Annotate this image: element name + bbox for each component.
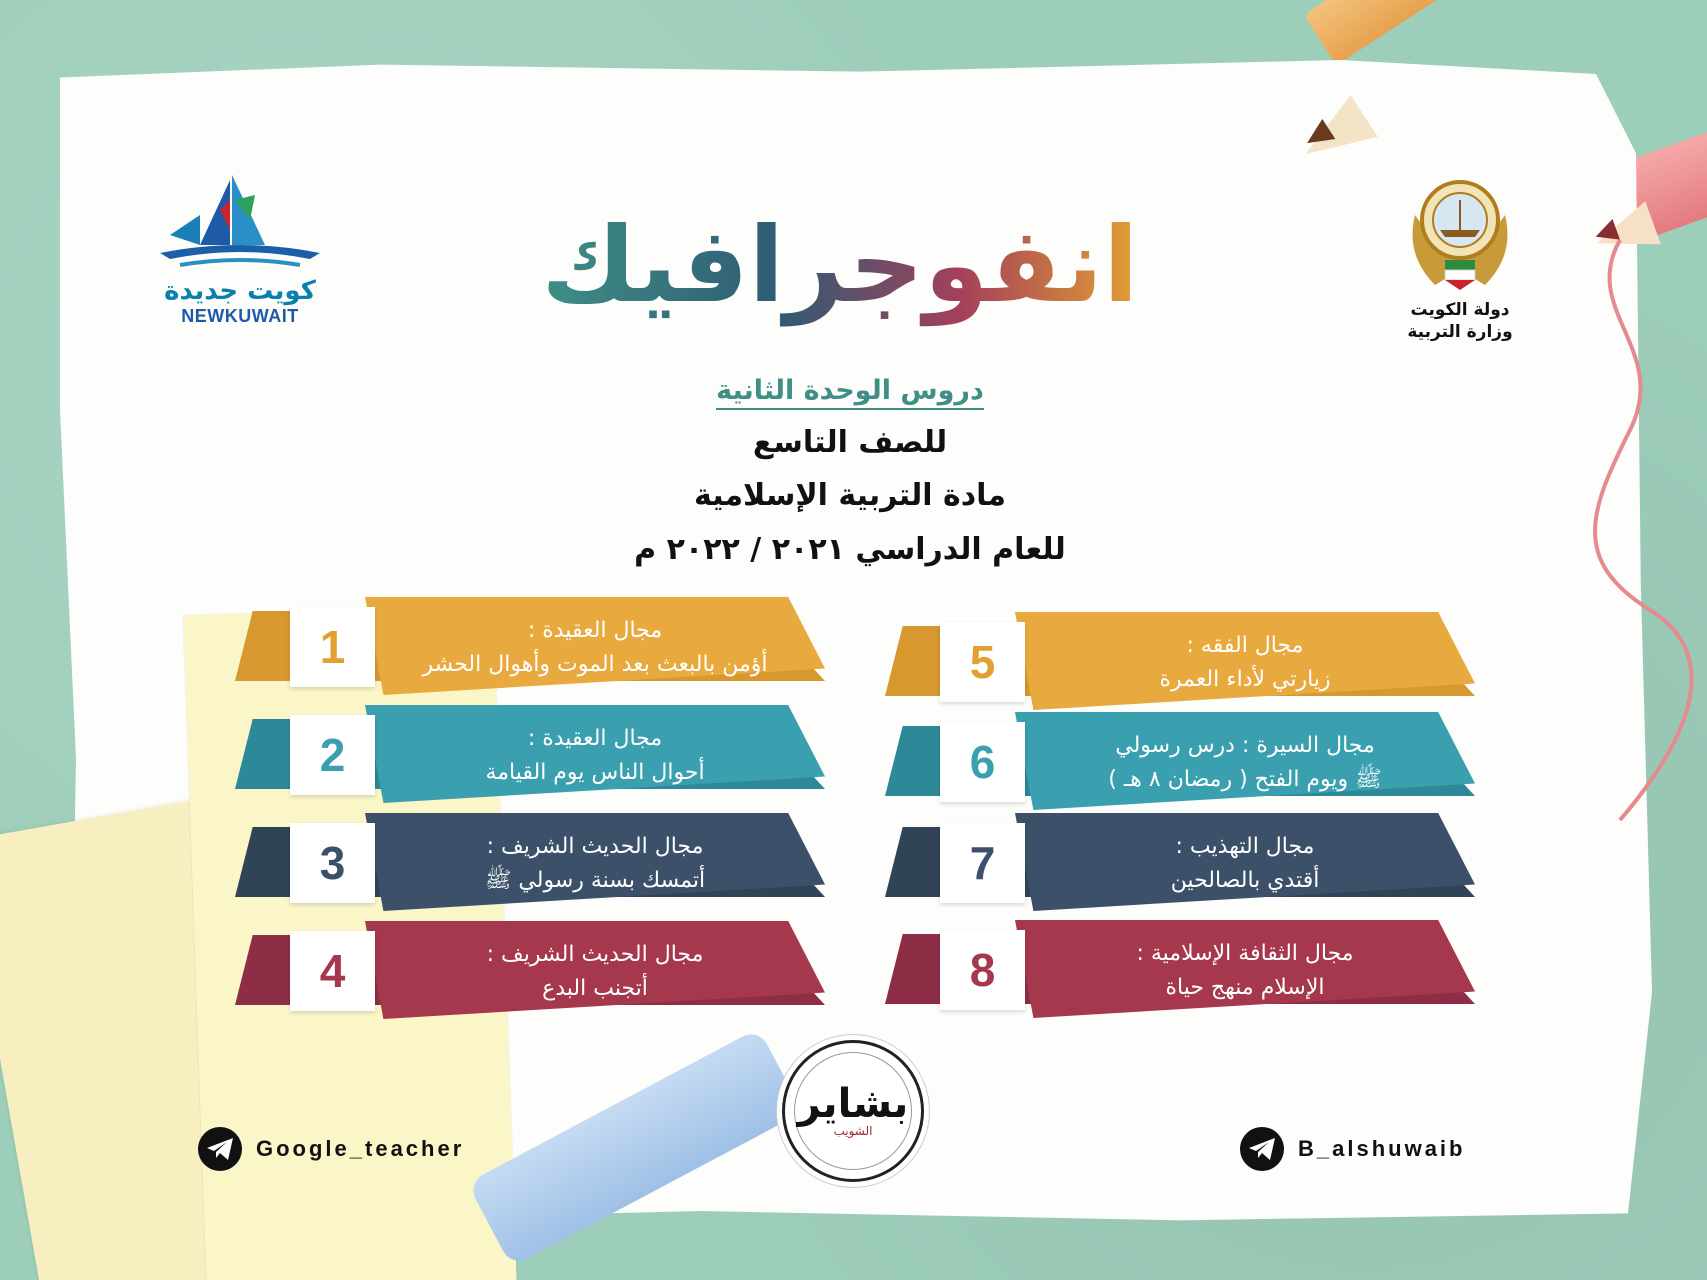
item-line1: مجال الثقافة الإسلامية : — [1136, 941, 1354, 966]
item-text — [1035, 622, 1455, 704]
item-number: 1 — [319, 621, 346, 673]
item-line2: أتجنب البدع — [542, 976, 648, 1001]
item-number-box — [290, 715, 375, 795]
list-item-3 — [235, 813, 825, 901]
telegram-icon[interactable] — [1240, 1127, 1284, 1171]
logo-arabic-text: كويت جديدة — [164, 276, 316, 306]
social-right[interactable] — [1240, 1127, 1465, 1171]
item-line1: مجال التهذيب : — [1175, 834, 1315, 859]
item-number-box — [940, 722, 1025, 802]
scribble-decoration — [1560, 230, 1707, 830]
list-item-7 — [885, 813, 1475, 901]
item-text — [385, 715, 805, 797]
item-text — [1035, 823, 1455, 905]
item-line2: أؤمن بالبعث بعد الموت وأهوال الحشر — [422, 652, 768, 677]
item-line1: مجال الفقه : — [1186, 633, 1304, 658]
social-left[interactable] — [198, 1127, 464, 1171]
bashayer-seal — [782, 1040, 924, 1182]
item-number: 4 — [319, 945, 346, 997]
social-handle-right[interactable]: B_alshuwaib — [1298, 1136, 1466, 1161]
item-line1: مجال العقيدة : — [527, 618, 663, 643]
item-line2: أتمسك بسنة رسولي ﷺ — [484, 868, 706, 893]
list-item-2 — [235, 705, 825, 793]
logo-english-text: NEWKUWAIT — [181, 306, 299, 326]
item-line1: مجال الحديث الشريف : — [486, 942, 704, 967]
item-line2: أقتدي بالصالحين — [1170, 868, 1320, 893]
list-item-6 — [885, 712, 1475, 800]
item-number-box — [940, 622, 1025, 702]
item-number: 7 — [969, 837, 996, 889]
item-number: 8 — [969, 944, 996, 996]
seal-name: بشاير — [797, 1081, 909, 1127]
year-line: للعام الدراسي ٢٠٢١ / ٢٠٢٢ م — [634, 532, 1066, 567]
item-line2: أحوال الناس يوم القيامة — [485, 760, 705, 785]
subtitle-wrap — [500, 375, 1200, 410]
list-item-4 — [235, 921, 825, 1009]
item-text — [385, 607, 805, 689]
item-line2: ﷺ ويوم الفتح ( رمضان ٨ هـ ) — [1108, 767, 1382, 792]
subtitle: دروس الوحدة الثانية — [716, 375, 984, 410]
list-item-5 — [885, 612, 1475, 700]
item-text — [385, 931, 805, 1013]
item-number: 2 — [319, 729, 346, 781]
item-line1: مجال السيرة : درس رسولي — [1115, 733, 1375, 758]
item-number: 6 — [969, 736, 996, 788]
list-item-8 — [885, 920, 1475, 1008]
sail-ship-icon — [160, 175, 320, 270]
item-number-box — [940, 823, 1025, 903]
item-number-box — [290, 931, 375, 1011]
ministry-emblem — [1400, 175, 1520, 343]
item-number-box — [940, 930, 1025, 1010]
item-line1: مجال العقيدة : — [527, 726, 663, 751]
item-number: 3 — [319, 837, 346, 889]
subject-line: مادة التربية الإسلامية — [694, 478, 1006, 513]
item-number-box — [290, 607, 375, 687]
item-line1: مجال الحديث الشريف : — [486, 834, 704, 859]
emblem-line1: دولة الكويت — [1410, 300, 1510, 320]
emblem-line2: وزارة التربية — [1407, 322, 1513, 342]
social-handle-left[interactable]: Google_teacher — [256, 1136, 465, 1161]
item-number: 5 — [969, 636, 996, 688]
new-kuwait-logo — [160, 175, 320, 327]
item-line2: زيارتي لأداء العمرة — [1159, 667, 1331, 692]
item-text — [385, 823, 805, 905]
item-line2: الإسلام منهج حياة — [1165, 975, 1325, 1000]
kuwait-emblem-icon — [1405, 175, 1515, 295]
item-number-box — [290, 823, 375, 903]
grade-line: للصف التاسع — [752, 425, 948, 460]
item-text — [1035, 722, 1455, 804]
list-item-1 — [235, 597, 825, 685]
seal-inner — [794, 1052, 912, 1170]
page-title: انفوجرافيك — [540, 195, 1140, 335]
seal-sub: الشويب — [833, 1124, 873, 1138]
telegram-icon[interactable] — [198, 1127, 242, 1171]
item-text — [1035, 930, 1455, 1012]
